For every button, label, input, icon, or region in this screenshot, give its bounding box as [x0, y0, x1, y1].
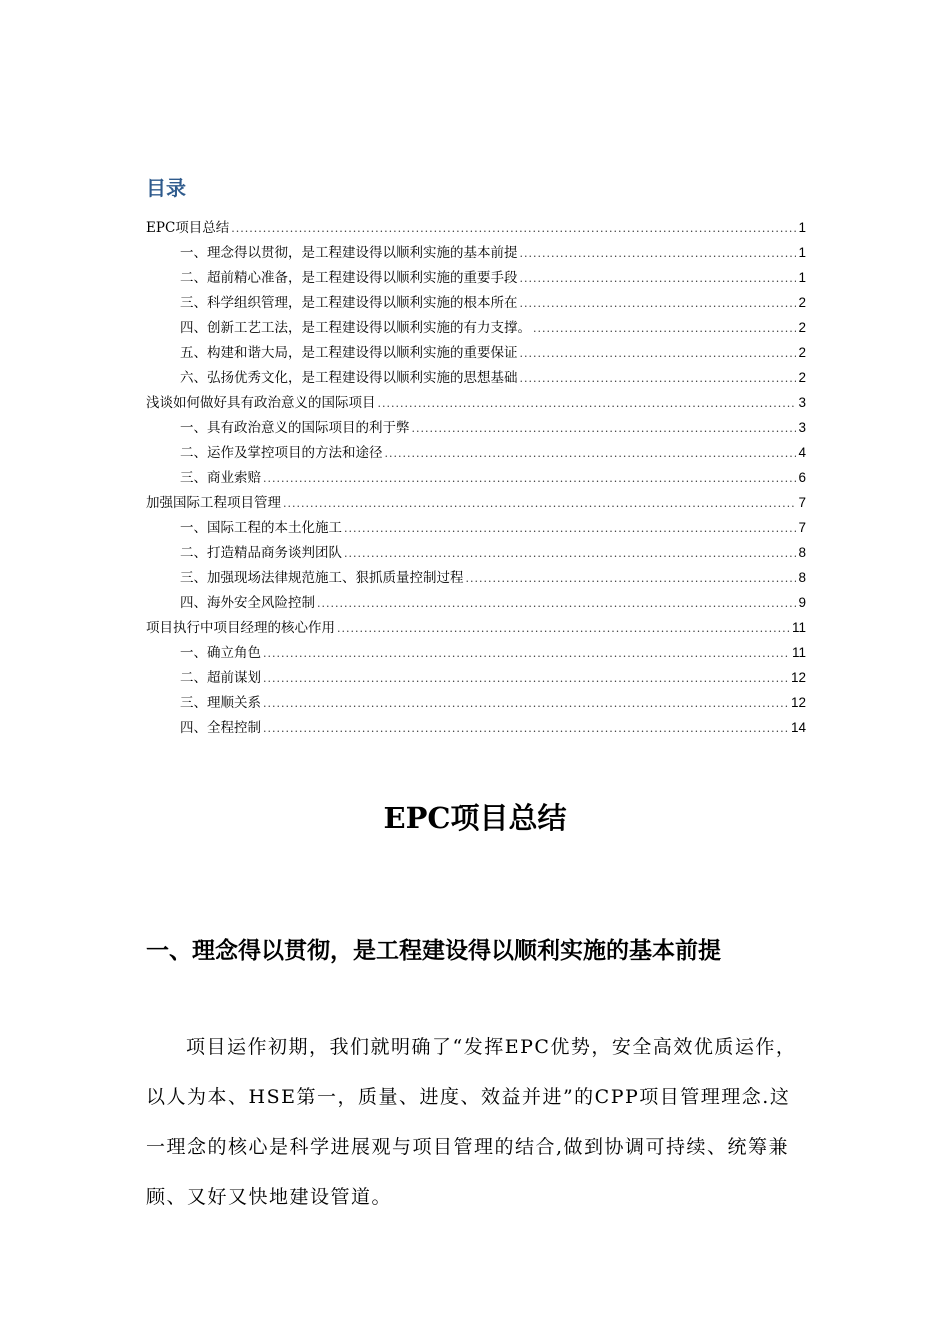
toc-leader-dots: [263, 672, 789, 685]
toc-leader-dots: [520, 372, 797, 385]
toc-entry[interactable]: [146, 516, 806, 541]
toc-entry[interactable]: [146, 666, 806, 691]
toc-entry[interactable]: [146, 441, 806, 466]
toc-title: 目录: [146, 176, 186, 200]
toc-entry[interactable]: [146, 591, 806, 616]
toc-entry[interactable]: [146, 566, 806, 591]
toc-leader-dots: [520, 272, 797, 285]
toc-entry[interactable]: [146, 266, 806, 291]
toc-leader-dots: [344, 522, 796, 535]
toc-leader-dots: [412, 422, 797, 435]
toc-page-number: 6: [798, 470, 806, 485]
toc-entry-text: 浅谈如何做好具有政治意义的国际项目: [146, 395, 376, 411]
toc-page-number: 2: [798, 320, 806, 335]
toc-entry[interactable]: [146, 216, 806, 241]
toc-page-number: 3: [798, 420, 806, 435]
toc-page-number: 2: [798, 370, 806, 385]
toc-leader-dots: [520, 297, 797, 310]
toc-page-number: 12: [790, 695, 806, 710]
toc-entry[interactable]: [146, 541, 806, 566]
toc-entry-text: 四、全程控制: [180, 720, 261, 736]
toc-leader-dots: [344, 547, 796, 560]
toc-leader-dots: [263, 472, 796, 485]
table-of-contents: [146, 216, 806, 741]
toc-page-number: 1: [798, 220, 806, 235]
toc-entry[interactable]: [146, 391, 806, 416]
toc-page-number: 1: [798, 270, 806, 285]
toc-page-number: 11: [791, 620, 806, 635]
section-heading: 一、理念得以贯彻，是工程建设得以顺利实施的基本前提: [146, 937, 721, 964]
toc-entry[interactable]: [146, 716, 806, 741]
toc-entry[interactable]: [146, 416, 806, 441]
toc-entry[interactable]: [146, 491, 806, 516]
toc-entry-text: 二、超前精心准备，是工程建设得以顺利实施的重要手段: [180, 270, 518, 286]
toc-leader-dots: [263, 647, 790, 660]
toc-entry-text: 六、弘扬优秀文化，是工程建设得以顺利实施的思想基础: [180, 370, 518, 386]
toc-entry-text: 一、确立角色: [180, 645, 261, 661]
toc-leader-dots: [263, 722, 789, 735]
toc-entry-text: 加强国际工程项目管理: [146, 495, 281, 511]
toc-page-number: 2: [798, 345, 806, 360]
toc-page-number: 9: [798, 595, 806, 610]
toc-entry-text: 三、科学组织管理，是工程建设得以顺利实施的根本所在: [180, 295, 518, 311]
toc-entry[interactable]: [146, 291, 806, 316]
toc-leader-dots: [520, 347, 797, 360]
toc-entry[interactable]: [146, 241, 806, 266]
toc-entry-text: 四、创新工艺工法，是工程建设得以顺利实施的有力支撑。: [180, 320, 531, 336]
body-paragraph: 项目运作初期，我们就明确了“发挥EPC优势，安全高效优质运作，以人为本、HSE第一，质量、进度、效益并进”的CPP项目管理理念.这一理念的核心是科学进展观与项目管理的结合,做到协调可持续、统筹兼顾、又好又快地建设管道。: [146, 1036, 797, 1208]
toc-leader-dots: [385, 447, 797, 460]
toc-entry-text: 三、加强现场法律规范施工、狠抓质量控制过程: [180, 570, 464, 586]
toc-page-number: 11: [791, 645, 806, 660]
toc-entry[interactable]: [146, 341, 806, 366]
toc-entry-text: 项目执行中项目经理的核心作用: [146, 620, 335, 636]
toc-entry[interactable]: [146, 366, 806, 391]
toc-entry[interactable]: [146, 466, 806, 491]
toc-leader-dots: [337, 622, 790, 635]
toc-leader-dots: [533, 322, 796, 335]
toc-leader-dots: [231, 222, 796, 235]
toc-entry-text: 三、理顺关系: [180, 695, 261, 711]
toc-leader-dots: [317, 597, 796, 610]
toc-leader-dots: [378, 397, 797, 410]
toc-entry-text: 二、运作及掌控项目的方法和途径: [180, 445, 383, 461]
toc-page-number: 7: [798, 495, 806, 510]
toc-entry-text: 二、打造精品商务谈判团队: [180, 545, 342, 561]
toc-leader-dots: [466, 572, 797, 585]
toc-entry[interactable]: [146, 641, 806, 666]
toc-entry-text: 五、构建和谐大局，是工程建设得以顺利实施的重要保证: [180, 345, 518, 361]
toc-entry[interactable]: [146, 316, 806, 341]
toc-leader-dots: [283, 497, 796, 510]
toc-page-number: 4: [798, 445, 806, 460]
toc-entry-text: 一、具有政治意义的国际项目的利于弊: [180, 420, 410, 436]
toc-leader-dots: [520, 247, 797, 260]
toc-page-number: 3: [798, 395, 806, 410]
toc-page-number: 2: [798, 295, 806, 310]
toc-entry-text: 一、理念得以贯彻，是工程建设得以顺利实施的基本前提: [180, 245, 518, 261]
toc-page-number: 7: [798, 520, 806, 535]
toc-entry-text: 四、海外安全风险控制: [180, 595, 315, 611]
toc-entry-text: 三、商业索赔: [180, 470, 261, 486]
toc-page-number: 12: [790, 670, 806, 685]
toc-leader-dots: [263, 697, 789, 710]
toc-entry[interactable]: [146, 691, 806, 716]
toc-page-number: 8: [798, 545, 806, 560]
toc-entry-text: 一、国际工程的本土化施工: [180, 520, 342, 536]
toc-page-number: 8: [798, 570, 806, 585]
document-title: EPC项目总结: [383, 801, 567, 835]
toc-page-number: 14: [790, 720, 806, 735]
toc-entry[interactable]: [146, 616, 806, 641]
toc-entry-text: 二、超前谋划: [180, 670, 261, 686]
toc-entry-text: EPC项目总结: [146, 220, 230, 236]
toc-page-number: 1: [798, 245, 806, 260]
